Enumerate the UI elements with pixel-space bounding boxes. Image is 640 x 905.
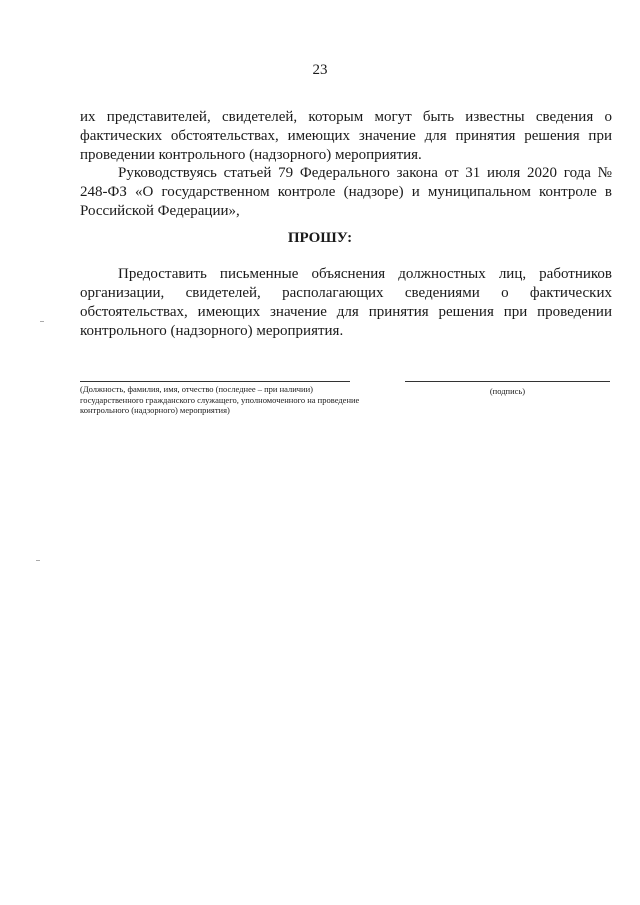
scan-mark xyxy=(40,321,44,322)
signature-caption: (подпись) xyxy=(489,386,526,396)
signature-line xyxy=(405,381,610,382)
request-heading: ПРОШУ: xyxy=(287,230,353,246)
paragraph-representatives: их представителей, свидетелей, которым могут быть известны сведения о фактических обстоятельствах, имеющих значение для принятия решения при проведении контрольного (надзорного) мероприятия. xyxy=(80,109,612,163)
page-number: 23 xyxy=(312,62,328,78)
paragraph-legal-basis: Руководствуясь статьей 79 Федерального закона от 31 июля 2020 года № 248-ФЗ «О государственном контроле (надзоре) и муниципальном контроле в Российской Федерации», xyxy=(80,165,612,219)
paragraph-request-body: Предоставить письменные объяснения должностных лиц, работников организации, свидетелей, располагающих сведениями о фактических обстоятельствах, имеющих значение для принятия решения при проведении контрольного (надзорного) мероприятия. xyxy=(80,266,612,339)
official-position-caption: (Должность, фамилия, имя, отчество (последнее – при наличии) государственного гражданского служащего, уполномоченного на проведение контрольного (надзорного) мероприятия) xyxy=(80,384,360,415)
official-signature-line xyxy=(80,381,350,382)
scan-mark xyxy=(36,560,40,561)
